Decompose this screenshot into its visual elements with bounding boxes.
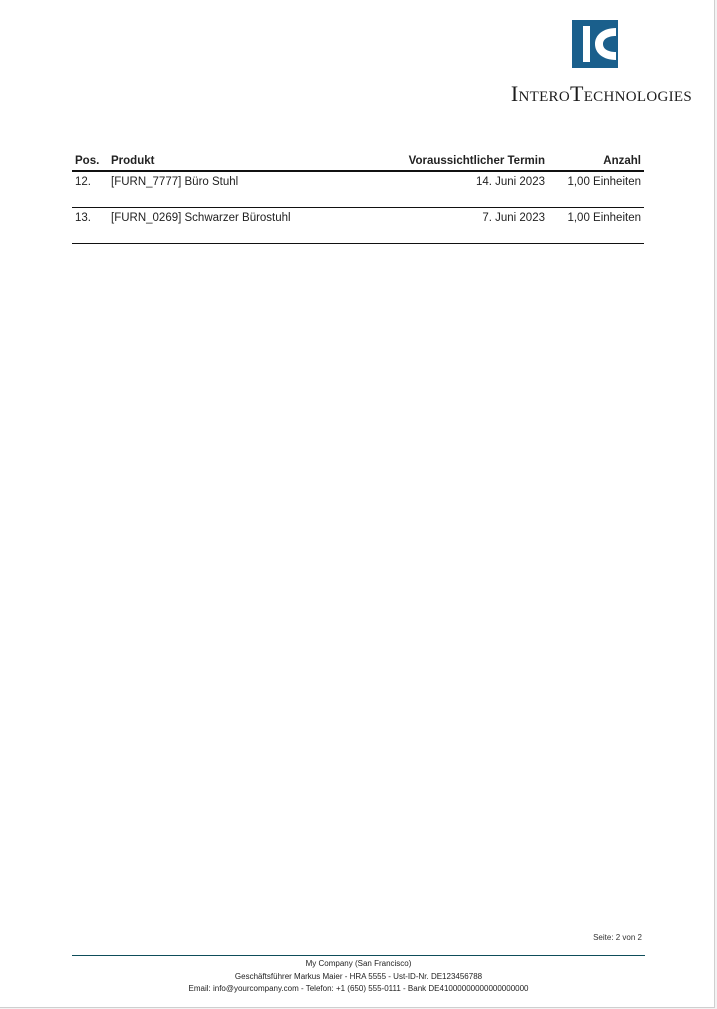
footer-company: My Company (San Francisco) bbox=[305, 959, 412, 968]
column-header-quantity: Anzahl bbox=[548, 152, 644, 171]
row-date: 7. Juni 2023 bbox=[352, 208, 548, 244]
row-pos: 12. bbox=[72, 171, 108, 208]
table-header-row bbox=[72, 152, 644, 171]
row-date: 14. Juni 2023 bbox=[352, 171, 548, 208]
itc-logo-icon bbox=[572, 20, 618, 68]
column-header-pos: Pos. bbox=[72, 152, 108, 171]
column-header-product: Produkt bbox=[108, 152, 352, 171]
footer-registration: Geschäftsführer Markus Maier - HRA 5555 - Ust-ID-Nr. DE123456788 bbox=[234, 971, 483, 981]
table-row bbox=[72, 208, 644, 244]
row-quantity: 1,00 Einheiten bbox=[548, 171, 644, 208]
company-logo bbox=[511, 20, 692, 107]
row-product: [FURN_7777] Büro Stuhl bbox=[108, 171, 352, 208]
page-footer bbox=[72, 958, 645, 996]
footer-contact: Email: info@yourcompany.com - Telefon: +1 (650) 555-0111 - Bank DE41000000000000000000 bbox=[188, 984, 529, 993]
column-header-date: Voraussichtlicher Termin bbox=[352, 152, 548, 171]
order-lines-table bbox=[72, 152, 644, 244]
table-row bbox=[72, 171, 644, 208]
row-product: [FURN_0269] Schwarzer Bürostuhl bbox=[108, 208, 352, 244]
page-number: Seite: 2 von 2 bbox=[593, 933, 642, 942]
company-name: InteroTechnologies bbox=[510, 81, 692, 106]
row-quantity: 1,00 Einheiten bbox=[548, 208, 644, 244]
footer-divider bbox=[72, 955, 645, 956]
row-pos: 13. bbox=[72, 208, 108, 244]
